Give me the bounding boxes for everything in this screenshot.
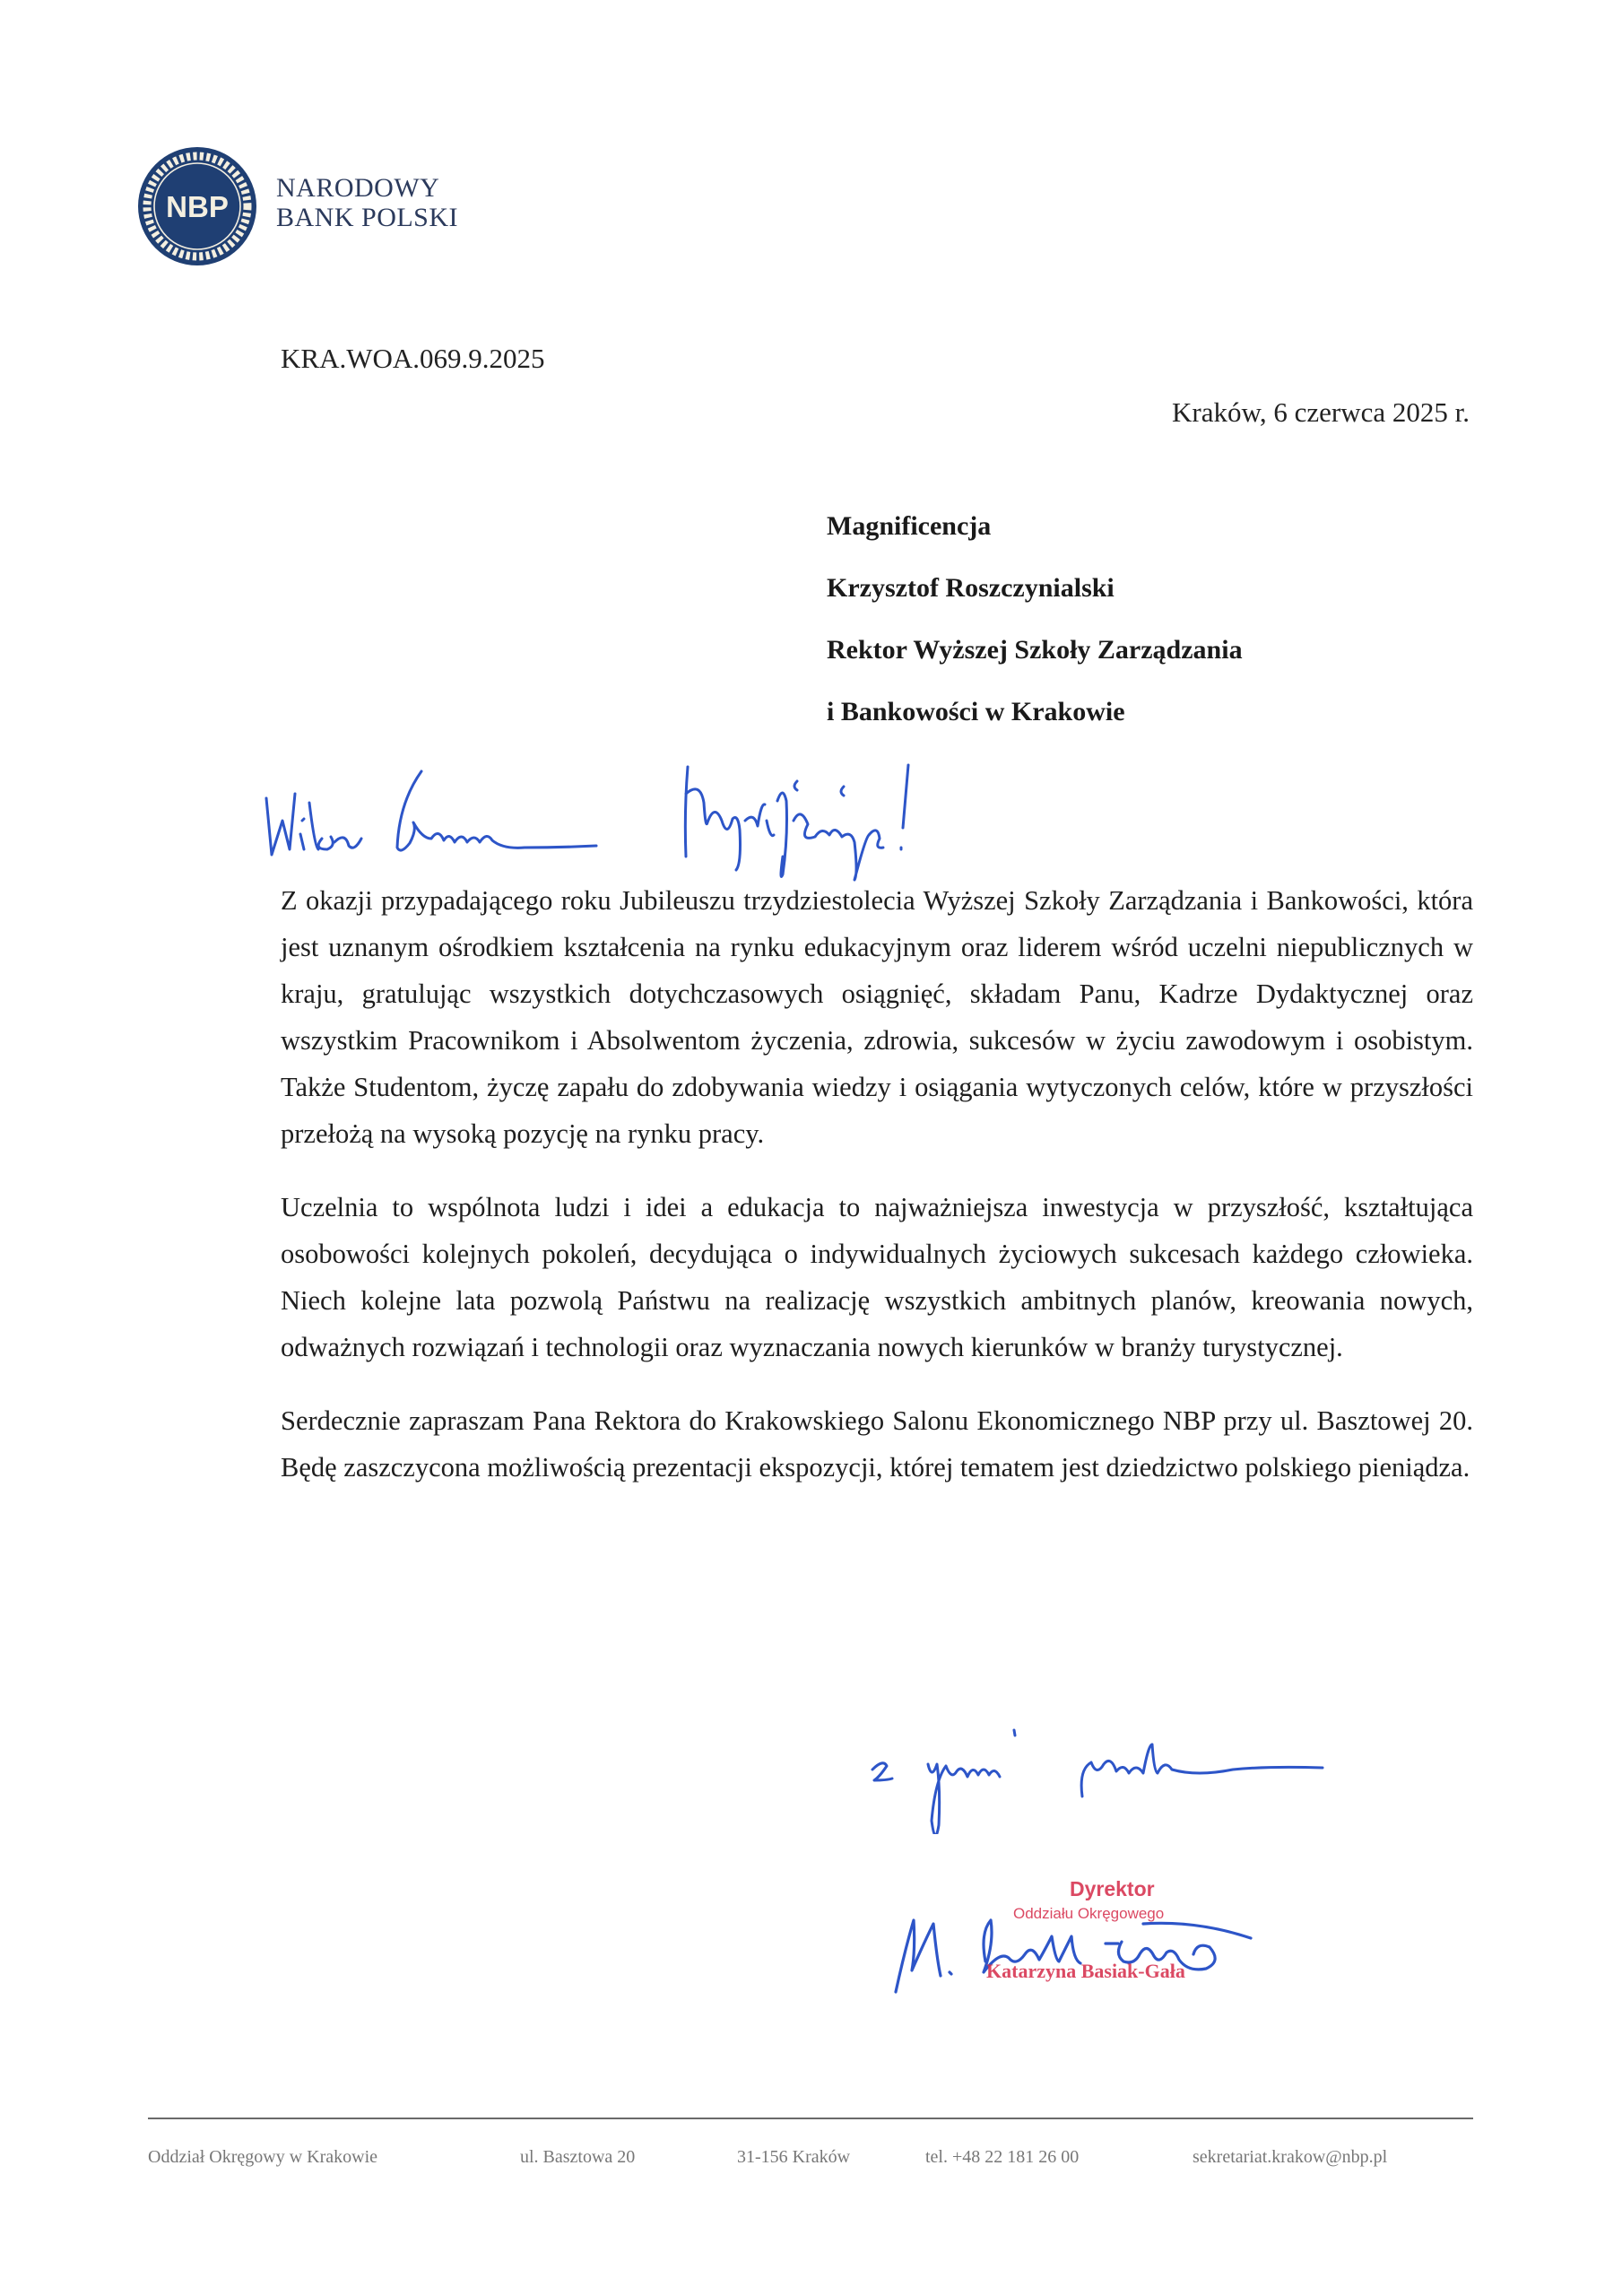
recipient-name: Krzysztof Roszczynialski xyxy=(827,573,1115,603)
footer-street: ul. Basztowa 20 xyxy=(520,2147,636,2167)
handwritten-greeting xyxy=(256,749,1063,883)
recipient-title: Magnificencja xyxy=(827,511,992,541)
handwriting-greeting-icon xyxy=(256,749,1063,883)
footer-office: Oddział Okręgowy w Krakowie xyxy=(148,2147,378,2167)
place-date: Kraków, 6 czerwca 2025 r. xyxy=(1172,396,1470,428)
stamp-name: Katarzyna Basiak-Gała xyxy=(986,1960,1185,1982)
bank-name-line1: NARODOWY xyxy=(276,173,440,203)
footer-divider xyxy=(148,2118,1473,2119)
svg-text:NBP: NBP xyxy=(166,190,229,223)
recipient-institution: i Bankowości w Krakowie xyxy=(827,697,1125,726)
nbp-logo xyxy=(136,145,258,267)
bank-name xyxy=(276,173,458,232)
letter-body xyxy=(281,877,1473,1518)
recipient-block xyxy=(827,509,1243,756)
footer-email-link[interactable]: sekretariat.krakow@nbp.pl xyxy=(1193,2147,1388,2167)
body-paragraph-2: Uczelnia to wspólnota ludzi i idei a edukacja to najważniejsza inwestycja w przyszłość, kształtująca osobowości kolejnych pokoleń, decydująca o indywidualnych życiowych sukcesach każdego człowieka. Niech kolejne lata pozwolą Państwu na realizację wszystkich ambitnych planów, kreowania nowych, odważnych rozwiązań i technologii oraz wyznaczania nowych kierunków w branży turystycznej. xyxy=(281,1192,1473,1362)
handwriting-closing-icon xyxy=(856,1700,1340,1834)
bank-name-line2: BANK POLSKI xyxy=(276,203,459,232)
nbp-emblem-icon xyxy=(136,145,258,267)
footer-phone: tel. +48 22 181 26 00 xyxy=(925,2147,1080,2167)
stamp-unit: Oddziału Okręgowego xyxy=(1013,1905,1165,1922)
handwritten-closing xyxy=(856,1700,1340,1834)
body-paragraph-3: Serdecznie zapraszam Pana Rektora do Krakowskiego Salonu Ekonomicznego NBP przy ul. Basztowej 20. Będę zaszczycona możliwością prezentacji ekspozycji, której tematem jest dziedzictwo polskiego pieniądza. xyxy=(281,1405,1473,1483)
footer-postal: 31-156 Kraków xyxy=(737,2147,851,2167)
stamp-title: Dyrektor xyxy=(1070,1877,1155,1900)
body-paragraph-1: Z okazji przypadającego roku Jubileuszu trzydziestolecia Wyższej Szkoły Zarządzania i Bankowości, która jest uznanym ośrodkiem kształcenia na rynku edukacyjnym oraz liderem wśród uczelni niepublicznych w kraju, gratulując wszystkich dotychczasowych osiągnięć, składam Panu, Kadrze Dydaktycznej oraz wszystkim Pracownikom i Absolwentom życzenia, zdrowia, sukcesów w życiu zawodowym i osobistym. Także Studentom, życzę zapału do zdobywania wiedzy i osiągania wytyczonych celów, które w przyszłości przełożą na wysoką pozycję na rynku pracy. xyxy=(281,885,1473,1149)
recipient-position: Rektor Wyższej Szkoły Zarządzania xyxy=(827,635,1243,665)
reference-number: KRA.WOA.069.9.2025 xyxy=(281,343,545,374)
